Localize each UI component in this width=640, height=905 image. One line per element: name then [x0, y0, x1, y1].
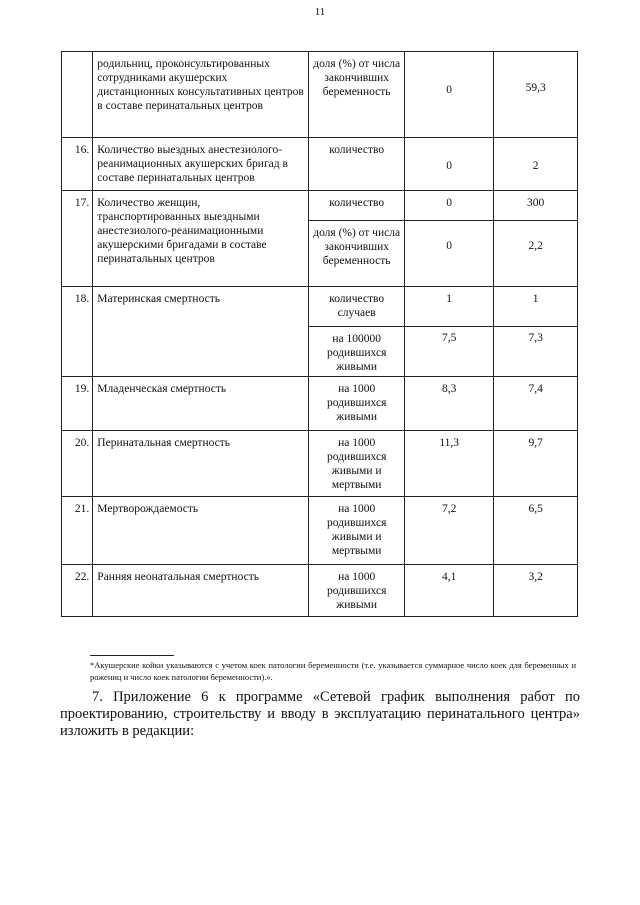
value-baseline: 4,1 [405, 565, 494, 617]
table-row [62, 497, 578, 565]
table-row [62, 377, 578, 431]
paragraph-item-7: 7. Приложение 6 к программе «Сетевой график выполнения работ по проектированию, строительству и вводу в эксплуатацию перинатального центра» изложить в редакции: [60, 689, 580, 739]
value-target: 6,5 [494, 497, 578, 565]
unit-cell: на 100000 родившихся живыми [309, 327, 405, 377]
value-baseline: 0 [405, 138, 494, 191]
unit-cell: на 1000 родившихся живыми и мертвыми [309, 431, 405, 497]
row-number: 18. [62, 287, 93, 377]
indicator-name: Мертворождаемость [93, 497, 309, 565]
unit-cell: на 1000 родившихся живыми [309, 565, 405, 617]
unit-cell: количество [309, 138, 405, 191]
table-row [62, 287, 578, 327]
value-target: 7,4 [494, 377, 578, 431]
table-row [62, 191, 578, 221]
indicator-name: Количество выездных анестезиолого-реанимационных акушерских бригад в составе перинатальных центров [93, 138, 309, 191]
row-number: 21. [62, 497, 93, 565]
row-number: 19. [62, 377, 93, 431]
page-number: 11 [314, 6, 326, 18]
table-row [62, 565, 578, 617]
value-baseline: 0 [405, 191, 494, 221]
value-baseline: 8,3 [405, 377, 494, 431]
table-row [62, 431, 578, 497]
row-number: 20. [62, 431, 93, 497]
indicator-name: Перинатальная смертность [93, 431, 309, 497]
value-target: 59,3 [494, 52, 578, 138]
table-row [62, 138, 578, 191]
row-number: 16. [62, 138, 93, 191]
value-target: 300 [494, 191, 578, 221]
indicator-name: Ранняя неонатальная смертность [93, 565, 309, 617]
value-target: 3,2 [494, 565, 578, 617]
row-number: 22. [62, 565, 93, 617]
value-baseline: 7,2 [405, 497, 494, 565]
unit-cell: количество [309, 191, 405, 221]
indicator-name: родильниц, проконсультированных сотрудниками акушерских дистанционных консультативных центров в составе перинатальных центров [93, 52, 309, 138]
value-baseline: 1 [405, 287, 494, 327]
row-number: 17. [62, 191, 93, 287]
table-row [62, 52, 578, 138]
unit-cell: на 1000 родившихся живыми [309, 377, 405, 431]
unit-cell: на 1000 родившихся живыми и мертвыми [309, 497, 405, 565]
indicator-name: Количество женщин, транспортированных выездными анестезиолого-реанимационными акушерскими бригадами в составе перинатальных центров [93, 191, 309, 287]
value-target: 7,3 [494, 327, 578, 377]
unit-cell: доля (%) от числа закончивших беременность [309, 221, 405, 287]
value-baseline: 11,3 [405, 431, 494, 497]
indicator-name: Материнская смертность [93, 287, 309, 377]
footnote: *Акушерские койки указываются с учетом коек патологии беременности (т.е. указывается суммарное число коек для беременных и рожениц и число коек патологии беременности).». [90, 660, 576, 682]
unit-cell: количество случаев [309, 287, 405, 327]
value-target: 2,2 [494, 221, 578, 287]
row-number [62, 52, 93, 138]
value-baseline: 7,5 [405, 327, 494, 377]
value-baseline: 0 [405, 52, 494, 138]
value-target: 2 [494, 138, 578, 191]
unit-cell: доля (%) от числа закончивших беременность [309, 52, 405, 138]
indicators-table [61, 51, 578, 617]
value-target: 9,7 [494, 431, 578, 497]
indicator-name: Младенческая смертность [93, 377, 309, 431]
footnote-divider [90, 655, 174, 656]
value-target: 1 [494, 287, 578, 327]
value-baseline: 0 [405, 221, 494, 287]
